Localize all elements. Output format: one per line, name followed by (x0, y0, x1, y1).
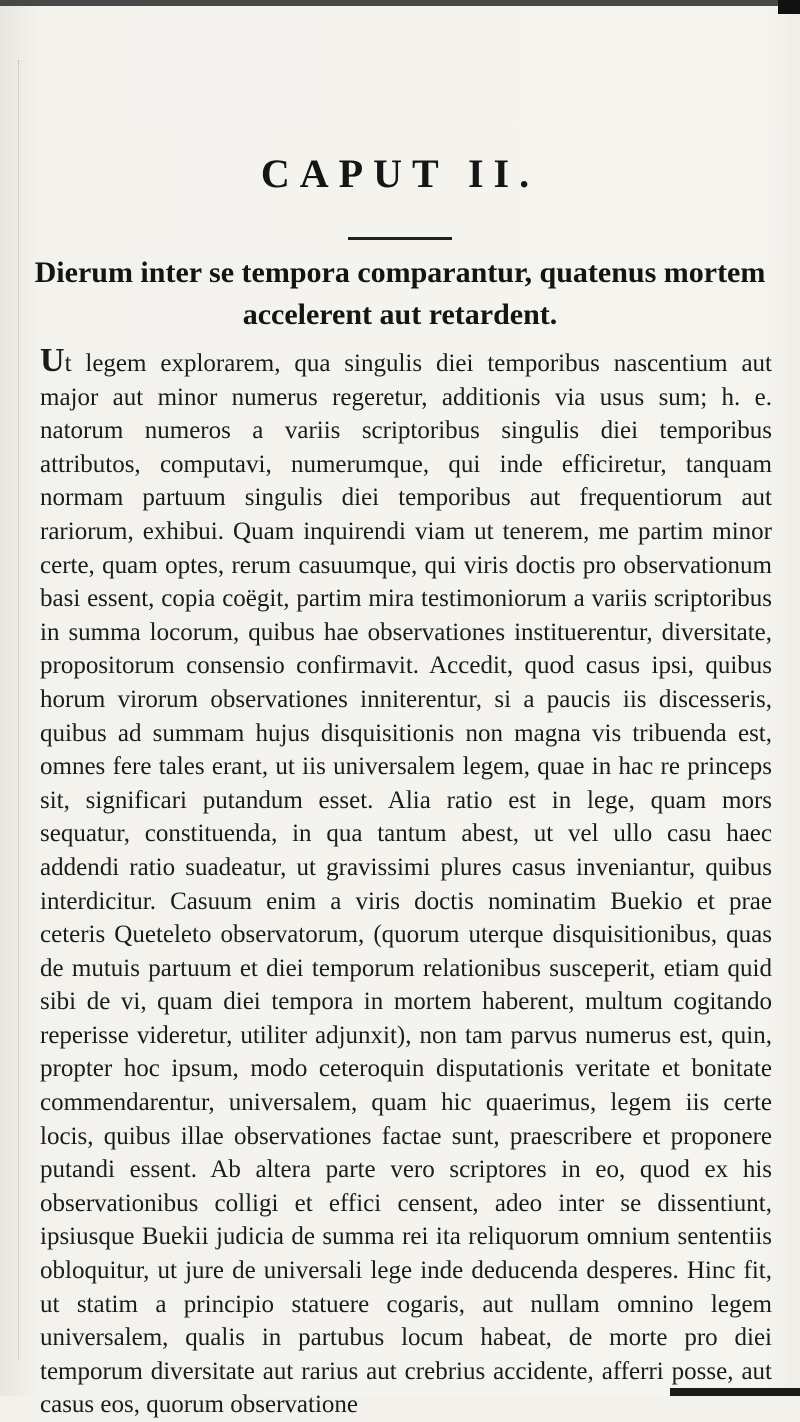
top-page-edge (0, 0, 800, 6)
paragraph-text: t legem explorarem, qua singulis diei temporibus nascentium aut major aut minor numerus regeretur, additionis via usus sum; h. e. natorum numeros a variis scriptoribus singulis diei temporibus attributos, computavi, numerumque, qui inde efficiretur, tanquam normam partuum singulis diei temporibus aut frequentiorum aut rariorum, exhibui. Quam inquirendi viam ut tenerem, me partim minor certe, quam optes, rerum casuumque, qui viris doctis pro observationum basi essent, copia coëgit, partim mira testimoniorum a variis scriptoribus in summa locorum, quibus hae observationes instituerentur, diversitate, propositorum consensio confirmavit. Accedit, quod casus ipsi, quibus horum virorum observationes inniterentur, si a paucis iis discesseris, quibus ad summam hujus disquisitionis non magna vis tribuenda est, omnes fere tales erant, ut iis universalem legem, quae in hac re princeps sit, significari putandum esset. Alia ratio est in lege, quam mors sequatur, constituenda, in qua tantum abest, ut vel ullo casu haec addendi ratio suadeatur, ut gravissimi plures casus inveniantur, quibus interdicitur. Casuum enim a viris doctis nominatim Buekio et prae ceteris Queteleto observatorum, (quorum uterque disquisitionibus, quas de mutuis partuum et diei temporum relationibus susceperit, etiam quid sibi de vi, quam diei tempora in mortem haberent, multum cogitando reperisse videretur, utiliter adjunxit), non tam parvus numerus est, quin, propter hoc ipsum, modo ceteroquin disputationis veritate et bonitate commendarentur, universalem, quam hic quaerimus, legem iis certe locis, quibus illae observationes factae sunt, praescribere et proponere putandi essent. Ab altera parte vero scriptores in eo, quod ex his observationibus colligi et effici censent, adeo inter se dissentiunt, ipsiusque Buekii judicia de summa rei ita reliquorum omnium sententiis obloquitur, ut jure de universali lege inde deducenda desperes. Hinc fit, ut statim a principio statuere cogaris, aut nullam omnino legem universalem, qualis in partubus locum habeat, de morte pro diei temporum diversitate aut rarius aut crebrius accidente, afferri posse, aut casus eos, quorum observatione (40, 350, 772, 1419)
chapter-subtitle: Dierum inter se tempora comparantur, quatenus mortem accelerent aut retardent. (34, 256, 766, 331)
chapter-heading: CAPUT II. (260, 151, 540, 196)
initial-letter: U (40, 342, 65, 379)
heading-rule (348, 237, 452, 240)
binding-margin (0, 60, 19, 1360)
body-paragraph (40, 344, 772, 1422)
corner-mark (778, 0, 800, 14)
bottom-edge-mark (670, 1388, 800, 1396)
